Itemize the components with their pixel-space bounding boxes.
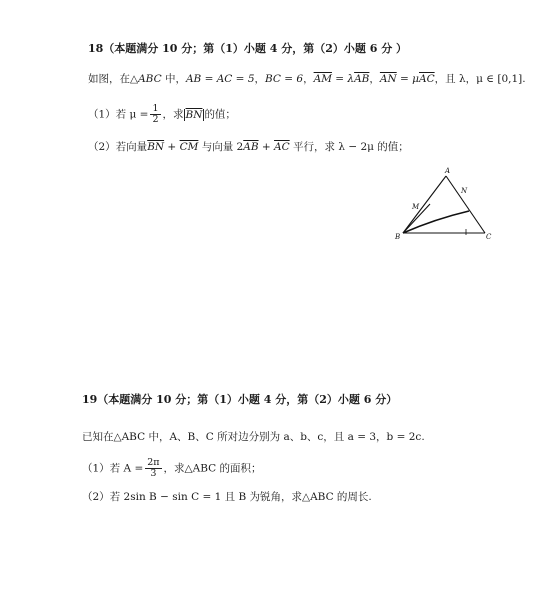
point-n-label: N <box>461 187 468 195</box>
q18-part1 <box>88 104 236 125</box>
q18-header: 18（本题满分 10 分；第（1）小题 4 分，第（2）小题 6 分 ） <box>88 42 408 55</box>
q18-part2-tail: 平行，求 λ − 2μ 的值； <box>289 141 409 153</box>
q18-comma: ， <box>369 73 380 85</box>
triangle-figure <box>390 165 500 245</box>
q18-eq-lambda: = λ <box>331 73 355 85</box>
vector-ab: $\overline{AB}$ <box>354 73 370 85</box>
q18-part1-tail: 的值； <box>204 108 236 121</box>
q18-comma: ， <box>303 73 314 85</box>
q18-ab-ac: AB = AC = 5 <box>185 73 255 85</box>
side-ac <box>446 176 485 233</box>
fraction-numerator: 2π <box>147 457 160 468</box>
fraction-denominator: 3 <box>150 468 157 479</box>
vector-an: $\overline{AN}$ <box>379 73 397 85</box>
vector-cm: $\overline{CM}$ <box>179 141 199 153</box>
q18-part1-lead: （1）若 μ = <box>88 108 149 121</box>
vector-ac: $\overline{AC}$ <box>419 73 435 85</box>
q18-intro-text: 如图，在△ <box>88 73 139 85</box>
vertex-b-label: B <box>395 233 401 241</box>
q19-part2: （2）若 2sin B − sin C = 1 且 B 为锐角，求△ABC 的周长. <box>82 491 372 503</box>
q19-intro: 已知在△ABC 中，A、B、C 所对边分别为 a、b、c，且 a = 3，b = 2c. <box>82 431 425 443</box>
q18-eq-mu: = μ <box>396 73 419 85</box>
fraction-denominator: 2 <box>152 114 159 125</box>
fraction-numerator: 1 <box>152 103 159 114</box>
vector-ac: $\overline{AC}$ <box>274 141 290 153</box>
q18-intro-text: 中， <box>161 73 186 85</box>
q19-part1-lead: （1）若 A = <box>82 462 144 475</box>
q18-bc: BC = 6 <box>265 73 304 85</box>
q18-part2-mid: 与向量 2 <box>198 141 244 153</box>
vector-am: $\overline{AM}$ <box>313 73 332 85</box>
plus-sign: + <box>258 141 275 153</box>
point-m-label: M <box>412 203 420 211</box>
q18-triangle-name: ABC <box>138 73 162 85</box>
vertex-c-label: C <box>486 233 492 241</box>
q19-part1-tail: ，求△ABC 的面积； <box>163 462 262 475</box>
q18-intro <box>88 72 526 86</box>
q18-part2 <box>88 140 409 154</box>
q19-part1 <box>82 458 262 479</box>
q19-header: 19（本题满分 10 分；第（1）小题 4 分，第（2）小题 6 分） <box>82 393 398 406</box>
vector-ab: $\overline{AB}$ <box>243 141 259 153</box>
vector-bn: $\overline{BN}$ <box>147 141 165 153</box>
q18-part2-lead: （2）若向量 <box>88 141 148 153</box>
vertex-a-label: A <box>445 167 451 175</box>
vector-bn-magnitude: $\overline{BN}$ <box>185 108 203 121</box>
q18-part1-mid: ，求 <box>162 108 184 121</box>
fraction-two-pi-over-three <box>145 458 161 479</box>
plus-sign: + <box>164 141 180 153</box>
fraction-one-half <box>150 104 160 125</box>
q18-comma: ， <box>254 73 265 85</box>
q18-condition: ，且 λ，μ ∈ [0,1]. <box>434 73 526 85</box>
